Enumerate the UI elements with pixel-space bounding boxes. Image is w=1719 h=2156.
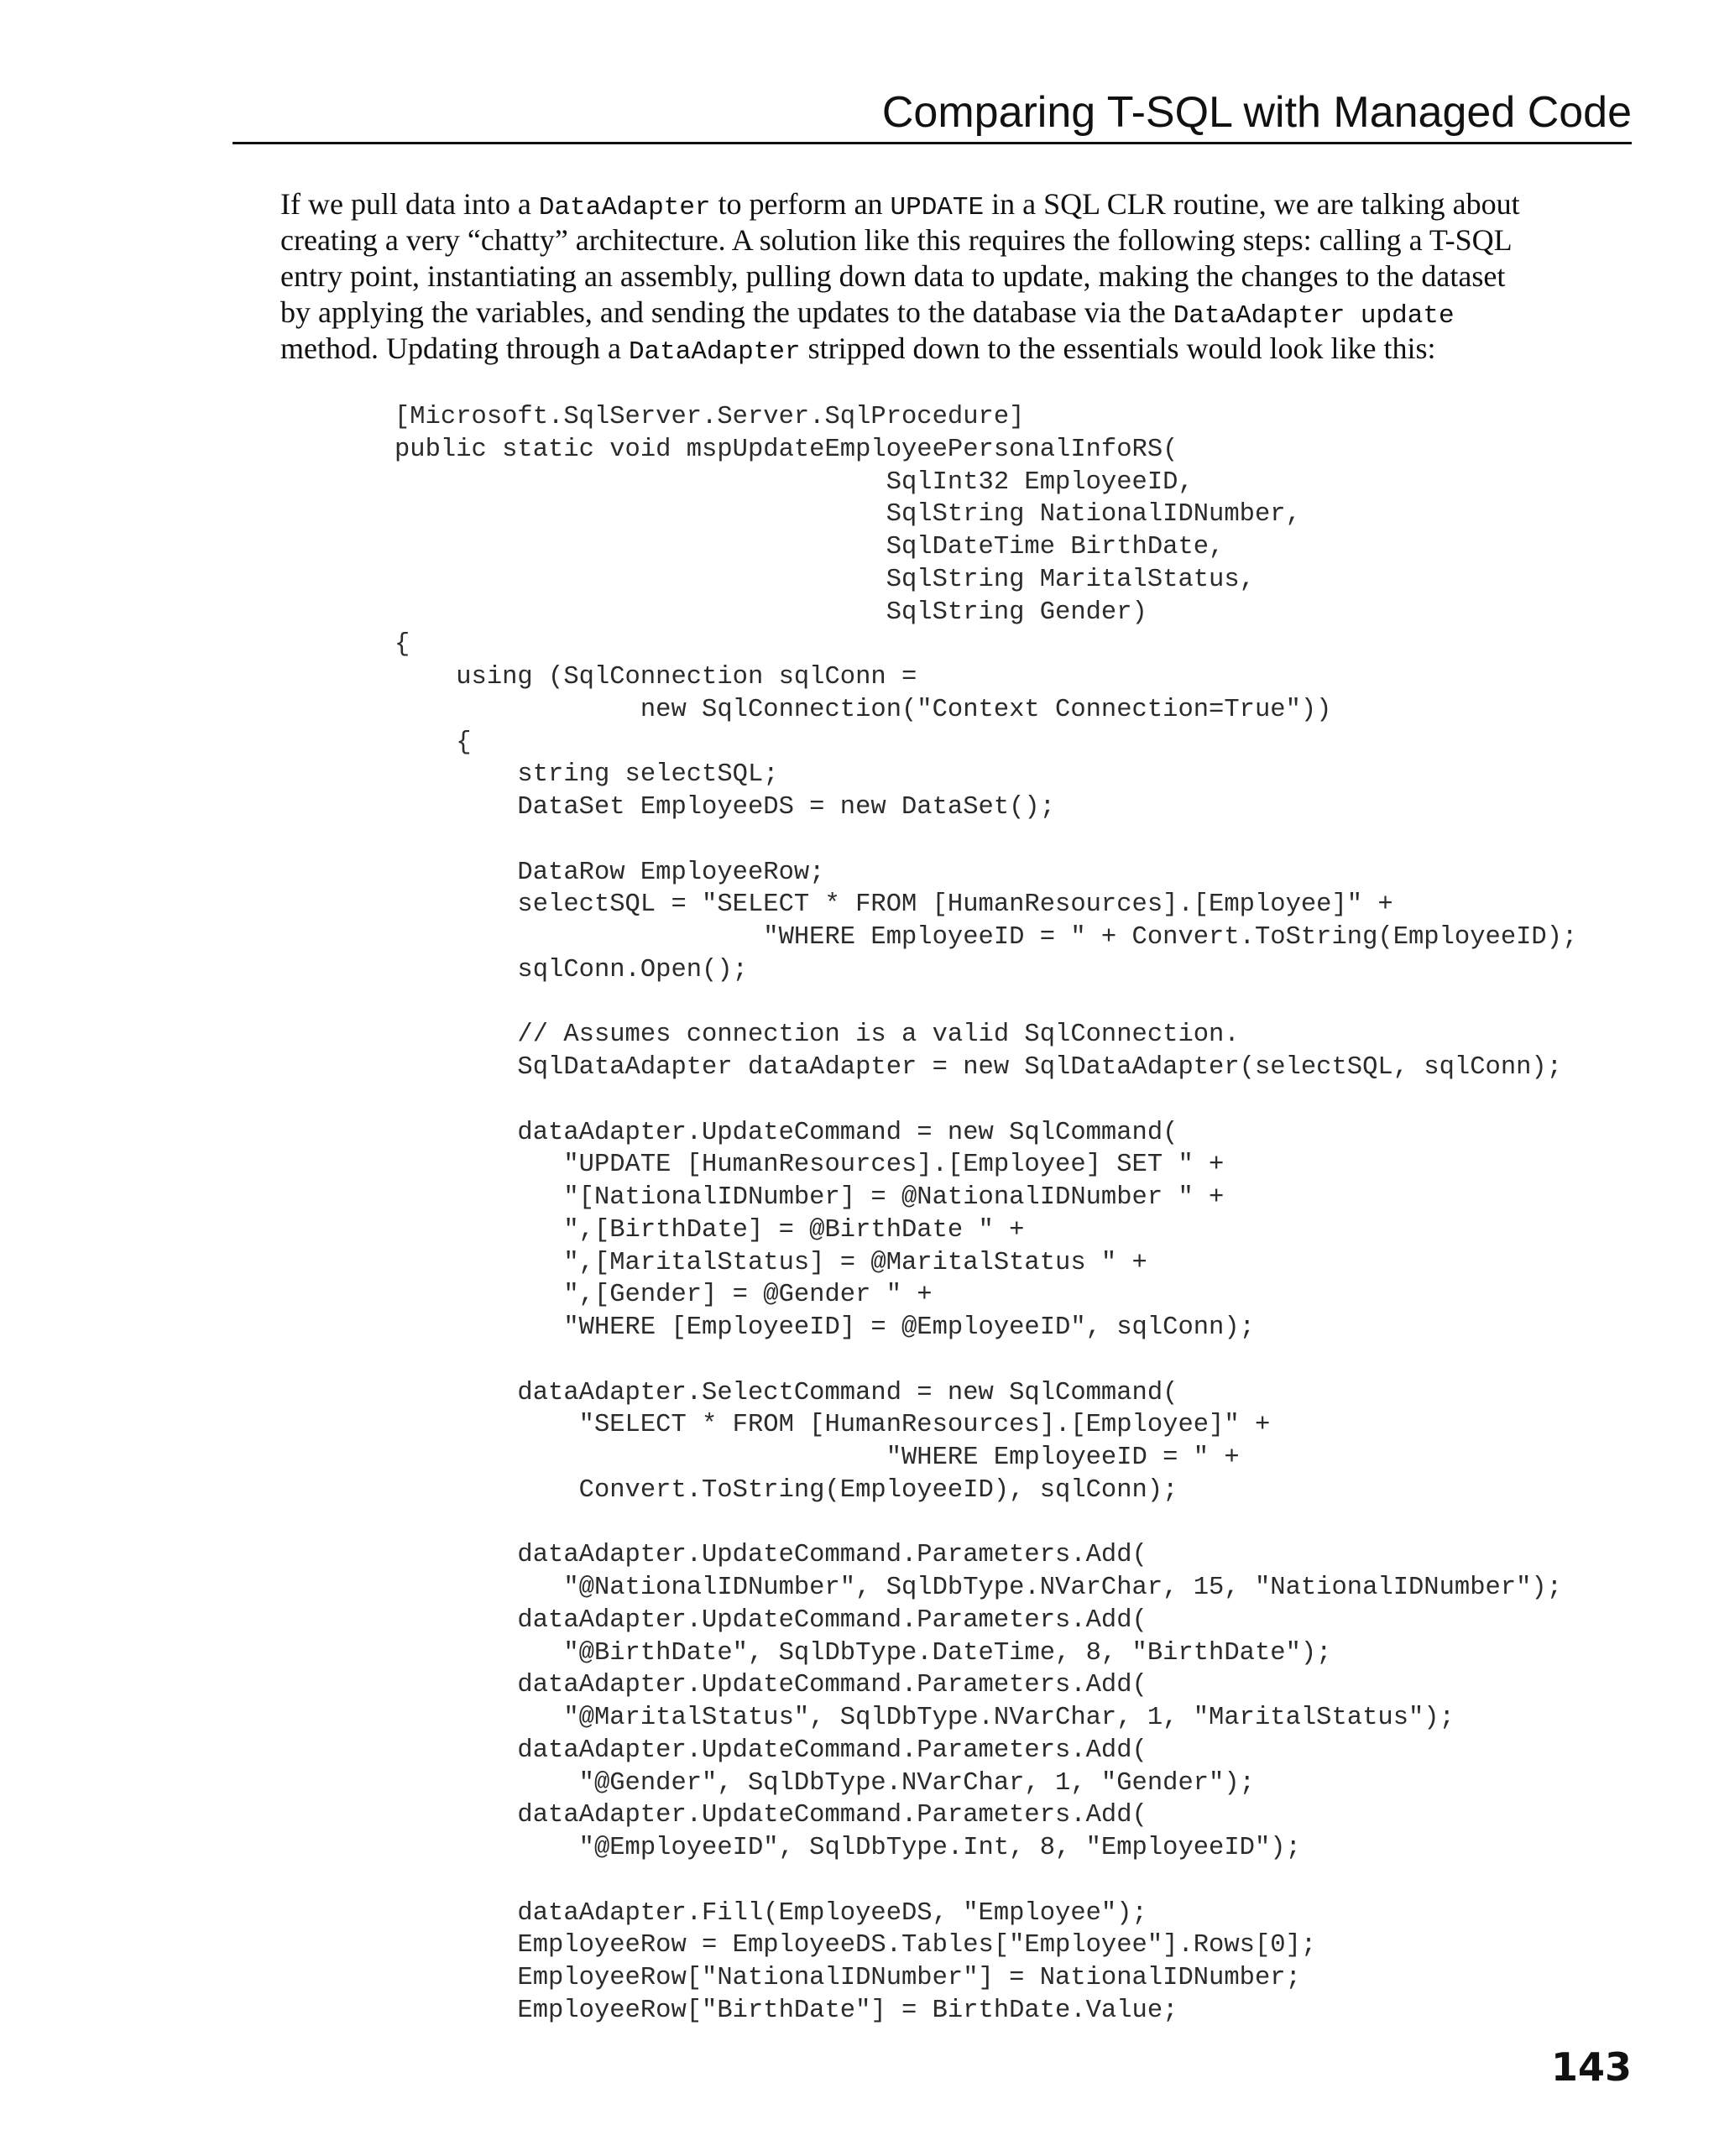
body-paragraph: [280, 186, 1657, 367]
code-line: "@BirthDate", SqlDbType.DateTime, 8, "BirthDate");: [394, 1638, 1332, 1668]
paragraph-text: entry point, instantiating an assembly, pulling down data to update, making the changes to the dataset: [280, 259, 1506, 293]
inline-code: DataAdapter: [538, 193, 711, 222]
code-line: new SqlConnection("Context Connection=True")): [394, 695, 1332, 724]
code-line: dataAdapter.UpdateCommand.Parameters.Add(: [394, 1605, 1147, 1635]
code-line: "WHERE EmployeeID = " +: [394, 1443, 1240, 1472]
paragraph-line: [280, 222, 1657, 258]
code-line: ",[BirthDate] = @BirthDate " +: [394, 1215, 1025, 1245]
code-line: dataAdapter.UpdateCommand = new SqlCommand(: [394, 1118, 1178, 1147]
paragraph-text: If we pull data into a: [280, 187, 539, 221]
code-line: Convert.ToString(EmployeeID), sqlConn);: [394, 1475, 1178, 1505]
code-line: SqlDateTime BirthDate,: [394, 533, 1225, 561]
code-line: {: [394, 630, 410, 660]
paragraph-text: stripped down to the essentials would look like this:: [800, 331, 1436, 365]
code-line: "SELECT * FROM [HumanResources].[Employee]" +: [394, 1411, 1271, 1440]
page-number: 143: [1550, 2044, 1632, 2090]
code-line: EmployeeRow["NationalIDNumber"] = NationalIDNumber;: [394, 1964, 1301, 1992]
code-line: SqlString NationalIDNumber,: [394, 500, 1301, 530]
paragraph-text: in a SQL CLR routine, we are talking about: [984, 187, 1520, 221]
code-line: dataAdapter.UpdateCommand.Parameters.Add(: [394, 1736, 1147, 1765]
header-divider: [233, 142, 1632, 144]
paragraph-line: [280, 295, 1657, 331]
code-line: [394, 1084, 1577, 1117]
code-line: [394, 824, 1577, 857]
code-listing: [394, 401, 1577, 2028]
code-line: "WHERE EmployeeID = " + Convert.ToString(EmployeeID);: [394, 923, 1578, 952]
paragraph-text: to perform an: [710, 187, 891, 221]
code-line: [394, 1865, 1577, 1898]
code-line: SqlString Gender): [394, 598, 1147, 627]
code-line: "WHERE [EmployeeID] = @EmployeeID", sqlConn);: [394, 1313, 1255, 1342]
code-line: [394, 1344, 1577, 1377]
code-line: "[NationalIDNumber] = @NationalIDNumber " +: [394, 1183, 1225, 1212]
inline-code: DataAdapter: [628, 337, 801, 367]
paragraph-text: creating a very “chatty” architecture. A solution like this requires the following steps: calling a T-SQL: [280, 223, 1513, 257]
paragraph-line: [280, 258, 1657, 295]
paragraph-text: method. Updating through a: [280, 331, 629, 365]
code-line: EmployeeRow["BirthDate"] = BirthDate.Value;: [394, 1996, 1178, 2025]
code-line: dataAdapter.Fill(EmployeeDS, "Employee");: [394, 1898, 1147, 1928]
code-line: {: [394, 728, 472, 757]
code-line: EmployeeRow = EmployeeDS.Tables["Employee"].Rows[0];: [394, 1931, 1317, 1960]
code-line: SqlDataAdapter dataAdapter = new SqlDataAdapter(selectSQL, sqlConn);: [394, 1053, 1563, 1082]
code-line: sqlConn.Open();: [394, 955, 748, 984]
code-line: dataAdapter.SelectCommand = new SqlCommand(: [394, 1378, 1178, 1407]
running-header-title: Comparing T-SQL with Managed Code: [881, 88, 1632, 137]
code-line: dataAdapter.UpdateCommand.Parameters.Add(: [394, 1541, 1147, 1570]
code-line: SqlString MaritalStatus,: [394, 565, 1255, 594]
code-line: public static void mspUpdateEmployeePersonalInfoRS(: [394, 435, 1178, 464]
code-line: "@NationalIDNumber", SqlDbType.NVarChar, 15, "NationalIDNumber");: [394, 1574, 1563, 1602]
paragraph-line: [280, 186, 1657, 222]
code-line: "@Gender", SqlDbType.NVarChar, 1, "Gender");: [394, 1768, 1255, 1798]
paragraph-text: by applying the variables, and sending the updates to the database via the: [280, 295, 1173, 329]
code-line: "UPDATE [HumanResources].[Employee] SET " +: [394, 1151, 1225, 1180]
paragraph-line: [280, 331, 1657, 367]
code-line: dataAdapter.UpdateCommand.Parameters.Add(: [394, 1671, 1147, 1700]
code-line: SqlInt32 EmployeeID,: [394, 467, 1194, 497]
inline-code: UPDATE: [890, 193, 985, 222]
code-line: selectSQL = "SELECT * FROM [HumanResources].[Employee]" +: [394, 890, 1393, 920]
code-line: using (SqlConnection sqlConn =: [394, 663, 917, 692]
code-line: dataAdapter.UpdateCommand.Parameters.Add(: [394, 1801, 1147, 1830]
code-line: DataSet EmployeeDS = new DataSet();: [394, 793, 1056, 822]
code-line: "@EmployeeID", SqlDbType.Int, 8, "EmployeeID");: [394, 1834, 1301, 1862]
code-line: [394, 987, 1577, 1020]
code-line: DataRow EmployeeRow;: [394, 858, 825, 887]
code-line: ",[MaritalStatus] = @MaritalStatus " +: [394, 1248, 1147, 1277]
code-line: string selectSQL;: [394, 760, 779, 790]
code-line: ",[Gender] = @Gender " +: [394, 1281, 933, 1310]
code-line: [394, 1507, 1577, 1540]
inline-code: DataAdapter update: [1173, 301, 1455, 331]
code-line: "@MaritalStatus", SqlDbType.NVarChar, 1, "MaritalStatus");: [394, 1704, 1455, 1732]
code-line: [Microsoft.SqlServer.Server.SqlProcedure]: [394, 403, 1025, 431]
code-line: // Assumes connection is a valid SqlConnection.: [394, 1021, 1240, 1050]
